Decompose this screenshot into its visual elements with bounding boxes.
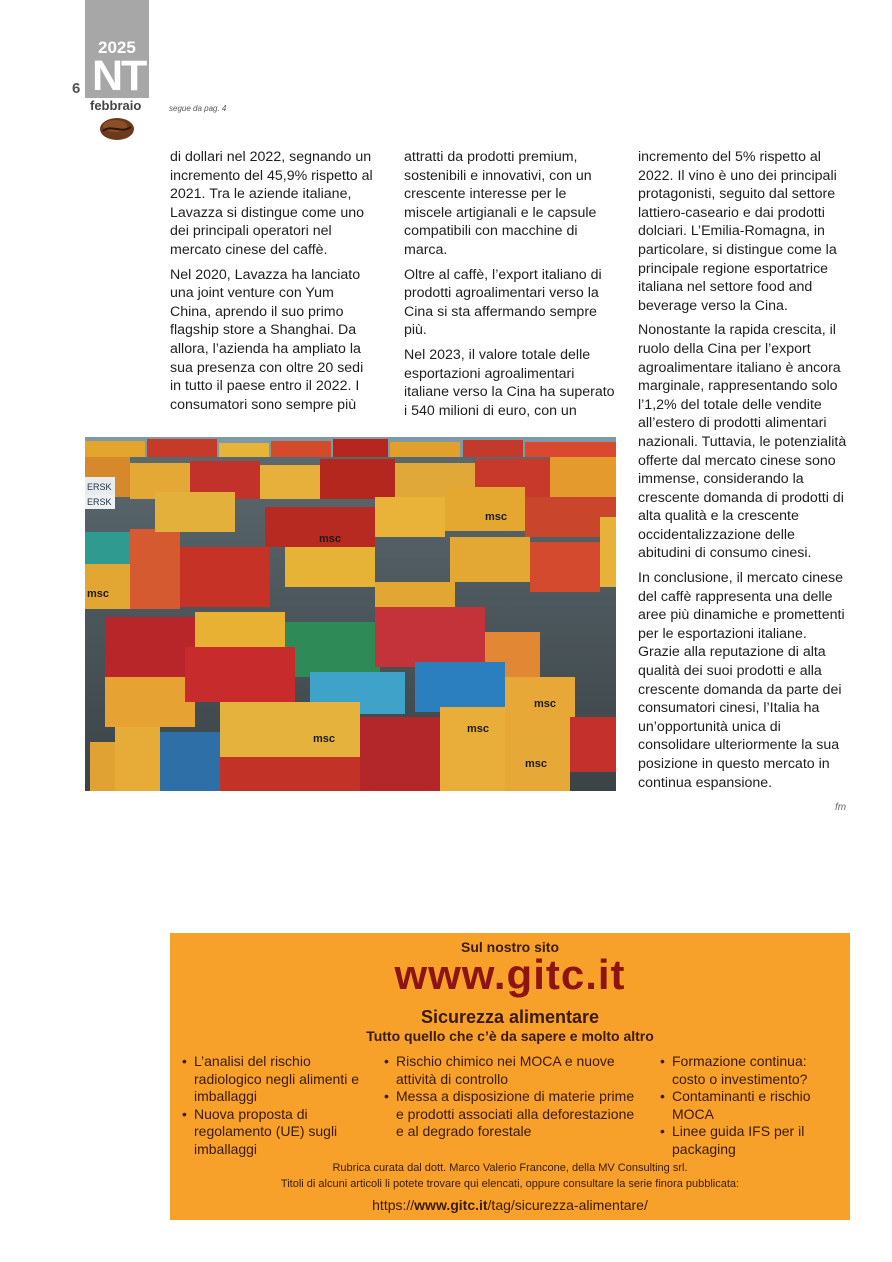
author-signature: fm	[835, 802, 847, 813]
article-column-3	[638, 148, 850, 798]
paragraph: Nonostante la rapida crescita, il ruolo della Cina per l’export agroalimentare italiano è ancora marginale, rappresentando solo l’1,2% del totale delle vendite all’estero di prodotti alimentari nazionali. Tuttavia, le potenzialità offerte dal mercato cinese sono immense, considerando la crescente domanda di prodotti di alta qualità e la crescente occidentalizzazione delle abitudini di consumo cinesi.	[638, 322, 847, 562]
article-list-3	[658, 1053, 843, 1158]
banner-titles-note: Titoli di alcuni articoli li potete trovare qui elencati, oppure consultare la serie finora pubblicata:	[280, 1178, 740, 1190]
container-mark: msc	[319, 533, 342, 545]
issue-year: 2025	[98, 38, 136, 57]
container-mark: msc	[525, 758, 548, 770]
issue-month: febbraio	[90, 98, 142, 113]
container-port-photo	[85, 437, 616, 791]
promo-banner	[170, 933, 850, 1220]
article-list-2	[382, 1053, 642, 1141]
list-item: • L’analisi del rischio radiologico negli alimenti e imballaggi	[180, 1053, 360, 1106]
banner-title: Sicurezza alimentare	[420, 1007, 600, 1027]
container-edge-text: ERSK	[87, 482, 112, 492]
banner-site-url[interactable]: www.gitc.it	[394, 951, 626, 998]
page-number: 6	[72, 80, 81, 97]
continued-from-note: segue da pag. 4	[169, 104, 227, 113]
coffee-bean-icon	[98, 116, 136, 142]
list-item: • Messa a disposizione di materie prime e prodotti associati alla deforestazione e al degrado forestale	[382, 1088, 642, 1141]
list-item: • Nuova proposta di regolamento (UE) sugli imballaggi	[180, 1106, 360, 1159]
paragraph: di dollari nel 2022, segnando un incremento del 45,9% rispetto al 2021. Tra le aziende italiane, Lavazza si distingue come uno dei principali operatori nel mercato cinese del caffè.	[170, 149, 373, 258]
container-mark: msc	[313, 733, 336, 745]
list-item: • Formazione continua: costo o investimento?	[658, 1053, 843, 1088]
container-mark: msc	[534, 698, 557, 710]
link-path: /tag/sicurezza-alimentare/	[487, 1197, 648, 1213]
link-prefix: https://	[372, 1197, 415, 1213]
container-mark: msc	[467, 723, 490, 735]
paragraph: In conclusione, il mercato cinese del caffè rappresenta una delle aree più dinamiche e promettenti per le esportazioni italiane. Grazie alla reputazione di alta qualità dei suoi prodotti e alla crescente domanda da parte dei consumatori cinesi, l’Italia ha un’opportunità unica di consolidare ulteriormente la sua posizione in questo mercato in continua espansione.	[638, 570, 845, 791]
paragraph: Oltre al caffè, l’export italiano di prodotti agroalimentari verso la Cina si sta affermando sempre più.	[404, 266, 602, 339]
banner-link[interactable]	[170, 1197, 850, 1213]
list-item: • Linee guida IFS per il packaging	[658, 1123, 843, 1158]
banner-subtitle: Tutto quello che c’è da sapere e molto altro	[366, 1028, 654, 1044]
banner-credit: Rubrica curata dal dott. Marco Valerio Francone, della MV Consulting srl.	[332, 1162, 688, 1174]
paragraph: Nel 2023, il valore totale delle esportazioni agroalimentari italiane verso la Cina ha superato i 540 milioni di euro, con un	[404, 346, 615, 419]
list-item: • Contaminanti e rischio MOCA	[658, 1088, 843, 1123]
paragraph: attratti da prodotti premium, sostenibili e innovativi, con un crescente interesse per le miscele artigianali e le capsule compatibili con macchine di marca.	[404, 149, 597, 258]
list-item: • Rischio chimico nei MOCA e nuove attività di controllo	[382, 1053, 642, 1088]
link-domain: www.gitc.it	[414, 1197, 488, 1213]
container-mark: msc	[87, 588, 110, 600]
magazine-logo: NT	[92, 52, 146, 100]
paragraph: Nel 2020, Lavazza ha lanciato una joint venture con Yum China, aprendo il suo primo flagship store a Shanghai. Da allora, l’azienda ha ampliato la sua presenza con oltre 20 sedi in tutto il paese entro il 2022. I consumatori sono sempre più	[170, 266, 364, 413]
article-column-1	[170, 148, 375, 420]
paragraph: incremento del 5% rispetto al 2022. Il vino è uno dei principali protagonisti, seguito dal settore lattiero-caseario e dai prodotti dolciari. L’Emilia-Romagna, in particolare, si distingue come la principale regione esportatrice italiana nel settore food and beverage verso la Cina.	[638, 149, 837, 314]
article-column-2	[404, 148, 616, 426]
container-mark: msc	[485, 511, 508, 523]
article-list-1	[180, 1053, 360, 1158]
container-edge-text: ERSK	[87, 497, 112, 507]
banner-site-label: Sul nostro sito	[461, 939, 559, 955]
